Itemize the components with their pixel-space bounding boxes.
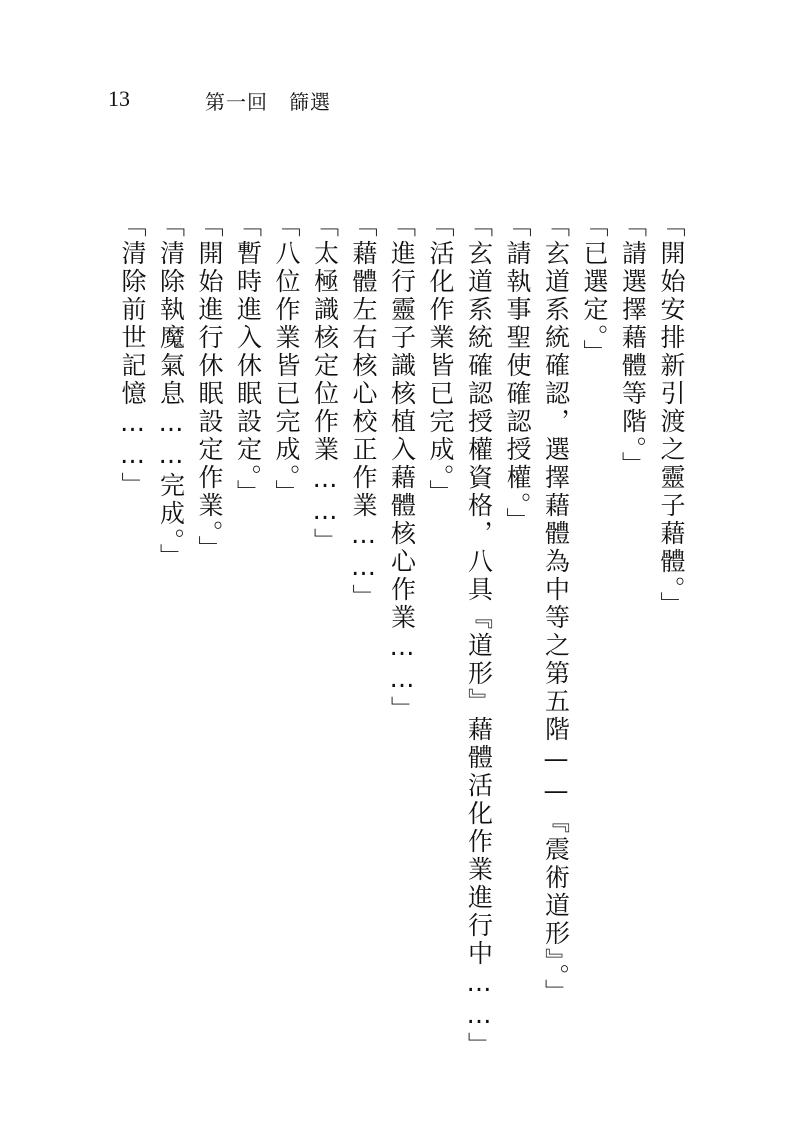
text-line: 「玄道系統確認，選擇藉體為中等之第五階——『震術道形』。」 bbox=[541, 212, 571, 1007]
text-line: 「請選擇藉體等階。」 bbox=[618, 212, 648, 480]
text-line: 「開始安排新引渡之靈子藉體。」 bbox=[657, 212, 686, 620]
text-line: 「開始進行休眠設定作業。」 bbox=[195, 212, 224, 564]
text-line: 「清除執魔氣息……完成。」 bbox=[156, 212, 186, 572]
text-line: 「藉體左右核心校正作業……」 bbox=[349, 212, 378, 612]
text-line: 「活化作業皆已完成。」 bbox=[426, 212, 455, 508]
text-line: 「八位作業皆已完成。」 bbox=[272, 212, 301, 508]
text-line: 「暫時進入休眠設定。」 bbox=[233, 212, 263, 508]
page-number: 13 bbox=[108, 86, 130, 111]
text-line: 「玄道系統確認授權資格，八具『道形』藉體活化作業進行中……」 bbox=[464, 212, 494, 1060]
text-line: 「已選定。」 bbox=[580, 212, 609, 368]
chapter-title: 第一回 篩選 bbox=[205, 90, 331, 114]
text-line: 「進行靈子識核植入藉體核心作業……」 bbox=[387, 212, 417, 724]
text-line: 「清除前世記憶……」 bbox=[118, 212, 147, 500]
vertical-text-body bbox=[113, 212, 691, 1092]
text-line: 「太極識核定位作業……」 bbox=[310, 212, 340, 556]
text-line: 「請執事聖使確認授權。」 bbox=[503, 212, 532, 536]
